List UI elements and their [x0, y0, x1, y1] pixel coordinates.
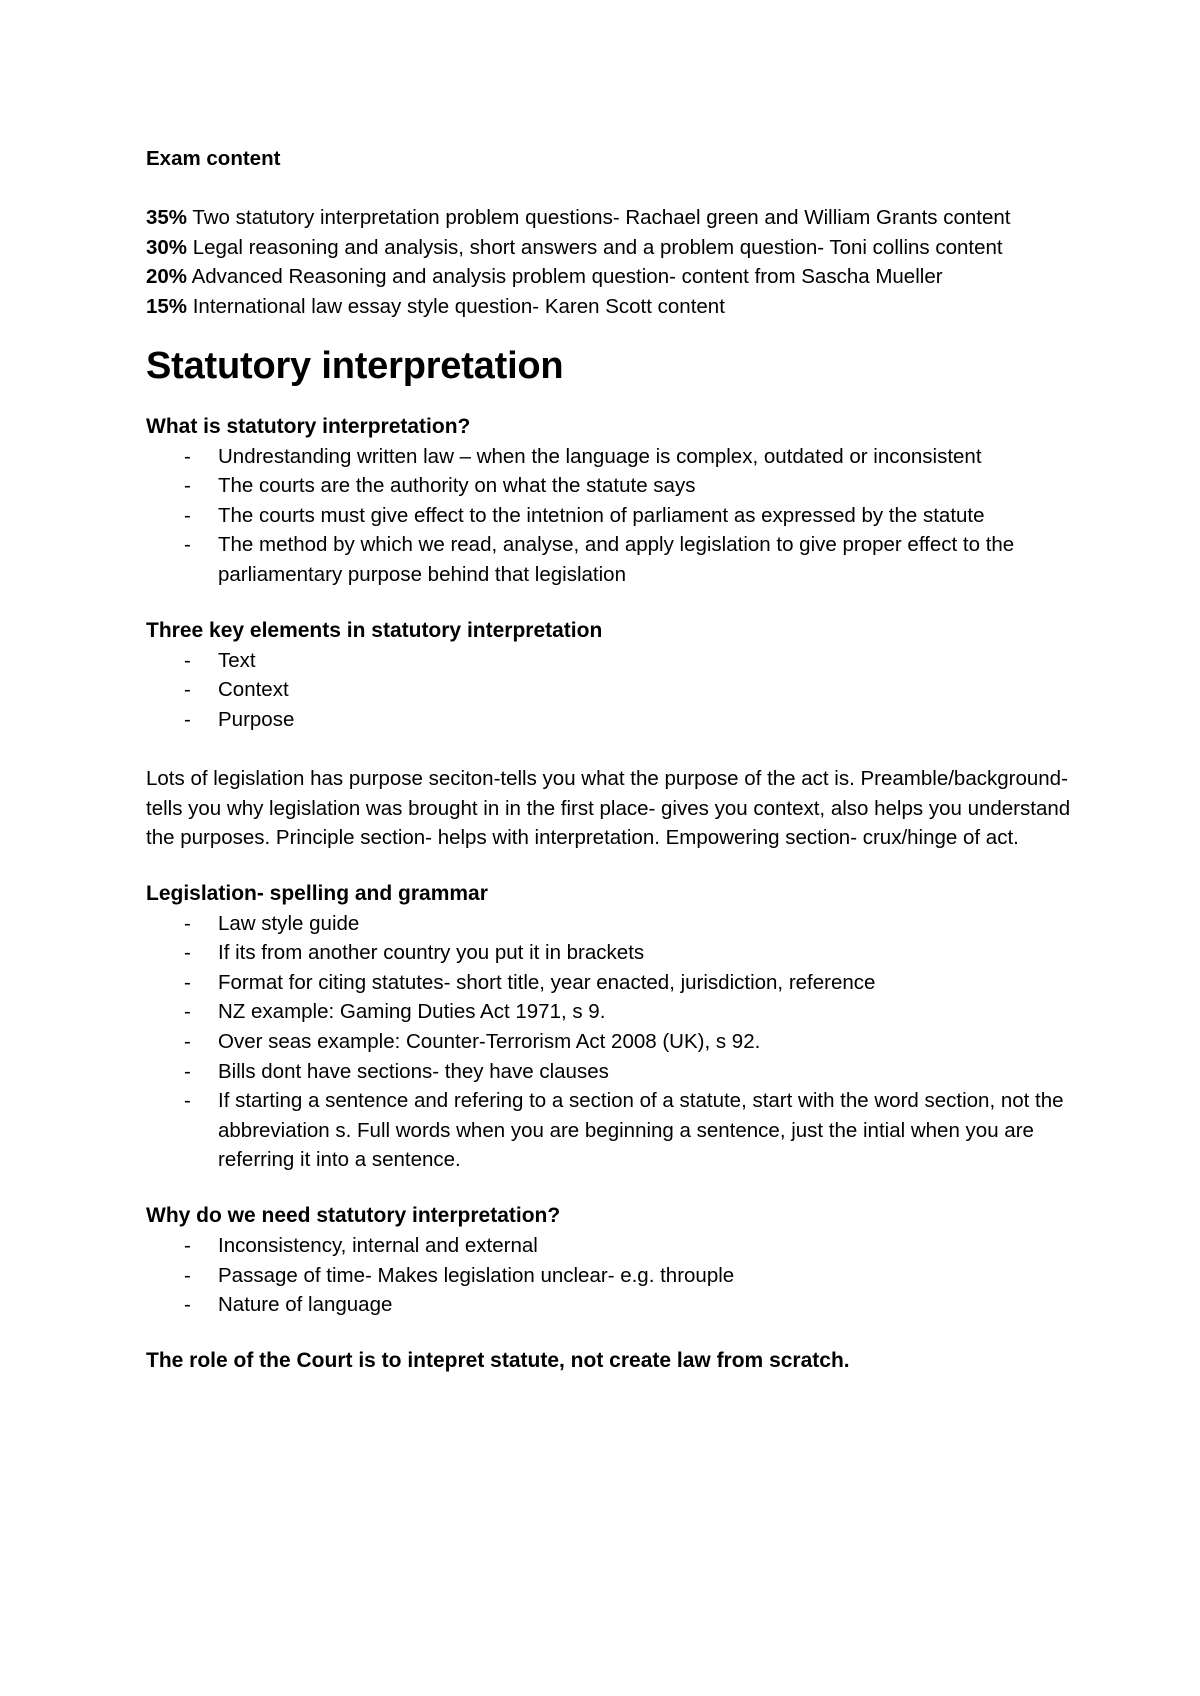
list-item-text: Undrestanding written law – when the language is complex, outdated or inconsistent [218, 444, 982, 468]
list-item [146, 938, 1086, 968]
list-item-text: The courts must give effect to the intetnion of parliament as expressed by the statute [218, 503, 985, 527]
list-item-text: Nature of language [218, 1293, 393, 1317]
list-item [146, 705, 1086, 735]
exam-item-text: Two statutory interpretation problem questions- Rachael green and William Grants content [187, 206, 1011, 230]
spacer [146, 590, 1086, 616]
legislation-paragraph: Lots of legislation has purpose seciton-tells you what the purpose of the act is. Preamble/background- tells you why legislation was brought in in the first place- gives you context, also helps you understand the purposes. Principle section- helps with interpretation. Empowering section- crux/hinge of act. [146, 766, 1071, 850]
dash-bullet: - [184, 444, 191, 468]
list-item [146, 471, 1086, 501]
exam-item-percent: 30% [146, 235, 188, 259]
exam-item-text: International law essay style question- Karen Scott content [187, 294, 725, 318]
list-item-text: Purpose [218, 707, 295, 731]
dash-bullet: - [184, 1293, 191, 1317]
list-item [146, 530, 1086, 589]
dash-bullet: - [184, 1000, 191, 1024]
dash-bullet: - [184, 941, 191, 965]
list-item-text: Law style guide [218, 911, 360, 935]
spacer [146, 853, 1086, 879]
section-heading-spelling: Legislation- spelling and grammar [146, 881, 488, 905]
dash-bullet: - [184, 1234, 191, 1258]
list-item [146, 968, 1086, 998]
exam-item [146, 292, 1086, 322]
why-need-list [146, 1231, 1086, 1320]
list-item-text: Bills dont have sections- they have clauses [218, 1059, 609, 1083]
spelling-list [146, 909, 1086, 1175]
dash-bullet: - [184, 911, 191, 935]
spacer [146, 174, 1086, 204]
list-item-text: The method by which we read, analyse, and apply legislation to give proper effect to the parliamentary purpose behind that legislation [218, 533, 1015, 586]
dash-bullet: - [184, 1030, 191, 1054]
exam-item-percent: 35% [146, 206, 188, 230]
what-is-list [146, 442, 1086, 590]
exam-item [146, 233, 1086, 263]
list-item [146, 646, 1086, 676]
list-item [146, 501, 1086, 531]
exam-item [146, 203, 1086, 233]
list-item [146, 1057, 1086, 1087]
list-item-text: Format for citing statutes- short title, year enacted, jurisdiction, reference [218, 970, 876, 994]
dash-bullet: - [184, 533, 191, 557]
exam-item-percent: 15% [146, 294, 188, 318]
document-page [146, 144, 1086, 1375]
list-item-text: If its from another country you put it in brackets [218, 941, 645, 965]
list-item [146, 909, 1086, 939]
list-item-text: Over seas example: Counter-Terrorism Act 2008 (UK), s 92. [218, 1030, 761, 1054]
section-heading-three-key: Three key elements in statutory interpretation [146, 618, 603, 642]
section-heading-why-need: Why do we need statutory interpretation? [146, 1204, 561, 1228]
list-item [146, 997, 1086, 1027]
closing-statement: The role of the Court is to intepret statute, not create law from scratch. [146, 1348, 850, 1372]
page-title: Statutory interpretation [146, 344, 564, 387]
exam-item-text: Legal reasoning and analysis, short answers and a problem question- Toni collins content [187, 235, 1003, 259]
exam-item [146, 262, 1086, 292]
list-item-text: Context [218, 678, 289, 702]
exam-item-text: Advanced Reasoning and analysis problem question- content from Sascha Mueller [187, 265, 943, 289]
dash-bullet: - [184, 474, 191, 498]
list-item-text: NZ example: Gaming Duties Act 1971, s 9. [218, 1000, 606, 1024]
list-item-text: If starting a sentence and refering to a section of a statute, start with the word section, not the abbreviation s. Full words when you are beginning a sentence, just the intial when you are referring it into a sentence. [218, 1089, 1064, 1172]
dash-bullet: - [184, 678, 191, 702]
list-item [146, 1261, 1086, 1291]
three-key-list [146, 646, 1086, 735]
exam-content-title: Exam content [146, 147, 281, 170]
list-item-text: Passage of time- Makes legislation unclear- e.g. throuple [218, 1263, 735, 1287]
dash-bullet: - [184, 648, 191, 672]
list-item [146, 1027, 1086, 1057]
dash-bullet: - [184, 707, 191, 731]
dash-bullet: - [184, 970, 191, 994]
list-item-text: Text [218, 648, 256, 672]
dash-bullet: - [184, 1089, 191, 1113]
spacer [146, 1175, 1086, 1201]
dash-bullet: - [184, 1059, 191, 1083]
list-item-text: Inconsistency, internal and external [218, 1234, 538, 1258]
list-item [146, 1231, 1086, 1261]
list-item [146, 1086, 1086, 1175]
spacer [146, 734, 1086, 764]
list-item-text: The courts are the authority on what the statute says [218, 474, 696, 498]
section-heading-what-is: What is statutory interpretation? [146, 414, 471, 438]
dash-bullet: - [184, 1263, 191, 1287]
list-item [146, 1290, 1086, 1320]
exam-item-percent: 20% [146, 265, 188, 289]
spacer [146, 1320, 1086, 1346]
list-item [146, 675, 1086, 705]
list-item [146, 442, 1086, 472]
dash-bullet: - [184, 503, 191, 527]
